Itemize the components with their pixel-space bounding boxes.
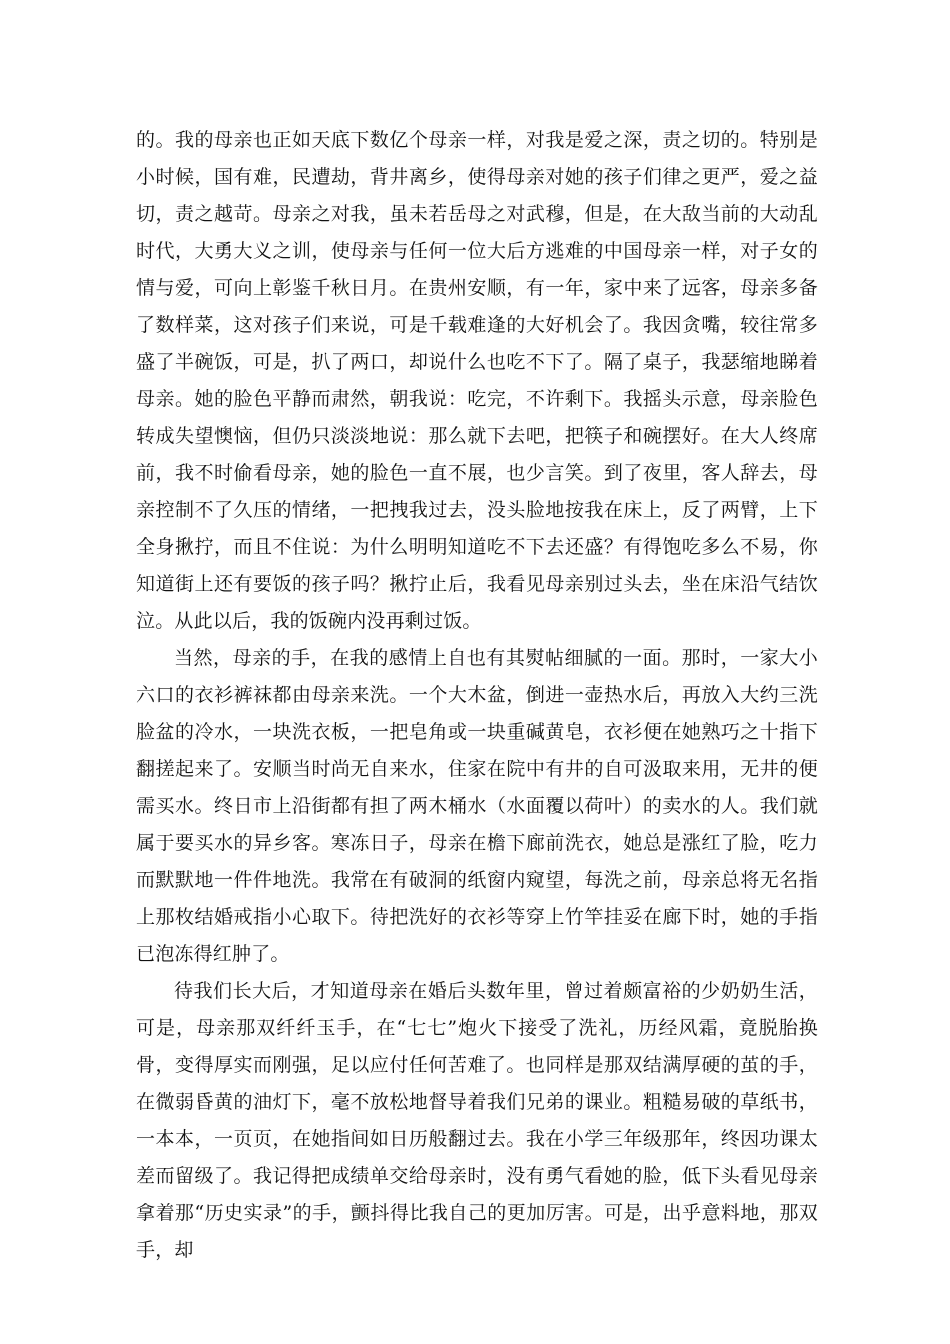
paragraph-3: 待我们长大后，才知道母亲在婚后头数年里，曾过着颇富裕的少奶奶生活，可是，母亲那双纤纤玉手，在“七七”炮火下接受了洗礼，历经风霜，竟脱胎换骨，变得厚实而刚强，足以应付任何苦难了。也同样是那双结满厚硬的茧的手，在微弱昏黄的油灯下，毫不放松地督导着我们兄弟的课业。粗糙易破的草纸书，一本本，一页页，在她指间如日历般翻过去。我在小学三年级那年，终因功课太差而留级了。我记得把成绩单交给母亲时，没有勇气看她的脸，低下头看见母亲拿着那“历史实录”的手，颤抖得比我自己的更加厉害。可是，出乎意料地，那双手，却 — [136, 980, 818, 1261]
document-page — [136, 122, 818, 1269]
paragraph-2: 当然，母亲的手，在我的感情上自也有其熨帖细腻的一面。那时，一家大小六口的衣衫裤袜都由母亲来洗。一个大木盆，倒进一壶热水后，再放入大约三洗脸盆的冷水，一块洗衣板，一把皂角或一块重碱黄皂，衣衫便在她熟巧之十指下翻搓起来了。安顺当时尚无自来水，住家在院中有井的自可汲取来用，无井的便需买水。终日市上沿街都有担了两木桶水（水面覆以荷叶）的卖水的人。我们就属于要买水的异乡客。寒冻日子，母亲在檐下廊前洗衣，她总是涨红了脸，吃力而默默地一件件地洗。我常在有破洞的纸窗内窥望，每洗之前，母亲总将无名指上那枚结婚戒指小心取下。待把洗好的衣衫等穿上竹竿挂妥在廊下时，她的手指已泡冻得红肿了。 — [136, 647, 818, 965]
paragraph-1: 的。我的母亲也正如天底下数亿个母亲一样，对我是爱之深，责之切的。特别是小时候，国有难，民遭劫，背井离乡，使得母亲对她的孩子们律之更严，爱之益切，责之越苛。母亲之对我，虽未若岳母之对武穆，但是，在大敌当前的大动乱时代，大勇大义之训，使母亲与任何一位大后方逃难的中国母亲一样，对子女的情与爱，可向上彰鉴千秋日月。在贵州安顺，有一年，家中来了远客，母亲多备了数样菜，这对孩子们来说，可是千载难逢的大好机会了。我因贪嘴，较往常多盛了半碗饭，可是，扒了两口，却说什么也吃不下了。隔了桌子，我瑟缩地睇着母亲。她的脸色平静而肃然，朝我说：吃完，不许剩下。我摇头示意，母亲脸色转成失望懊恼，但仍只淡淡地说：那么就下去吧，把筷子和碗摆好。在大人终席前，我不时偷看母亲，她的脸色一直不展，也少言笑。到了夜里，客人辞去，母亲控制不了久压的情绪，一把拽我过去，没头脸地按我在床上，反了两臂，上下全身揪拧，而且不住说：为什么明明知道吃不下去还盛？有得饱吃多么不易，你知道街上还有要饭的孩子吗？揪拧止后，我看见母亲别过头去，坐在床沿气结饮泣。从此以后，我的饭碗内没再剩过饭。 — [136, 129, 818, 632]
